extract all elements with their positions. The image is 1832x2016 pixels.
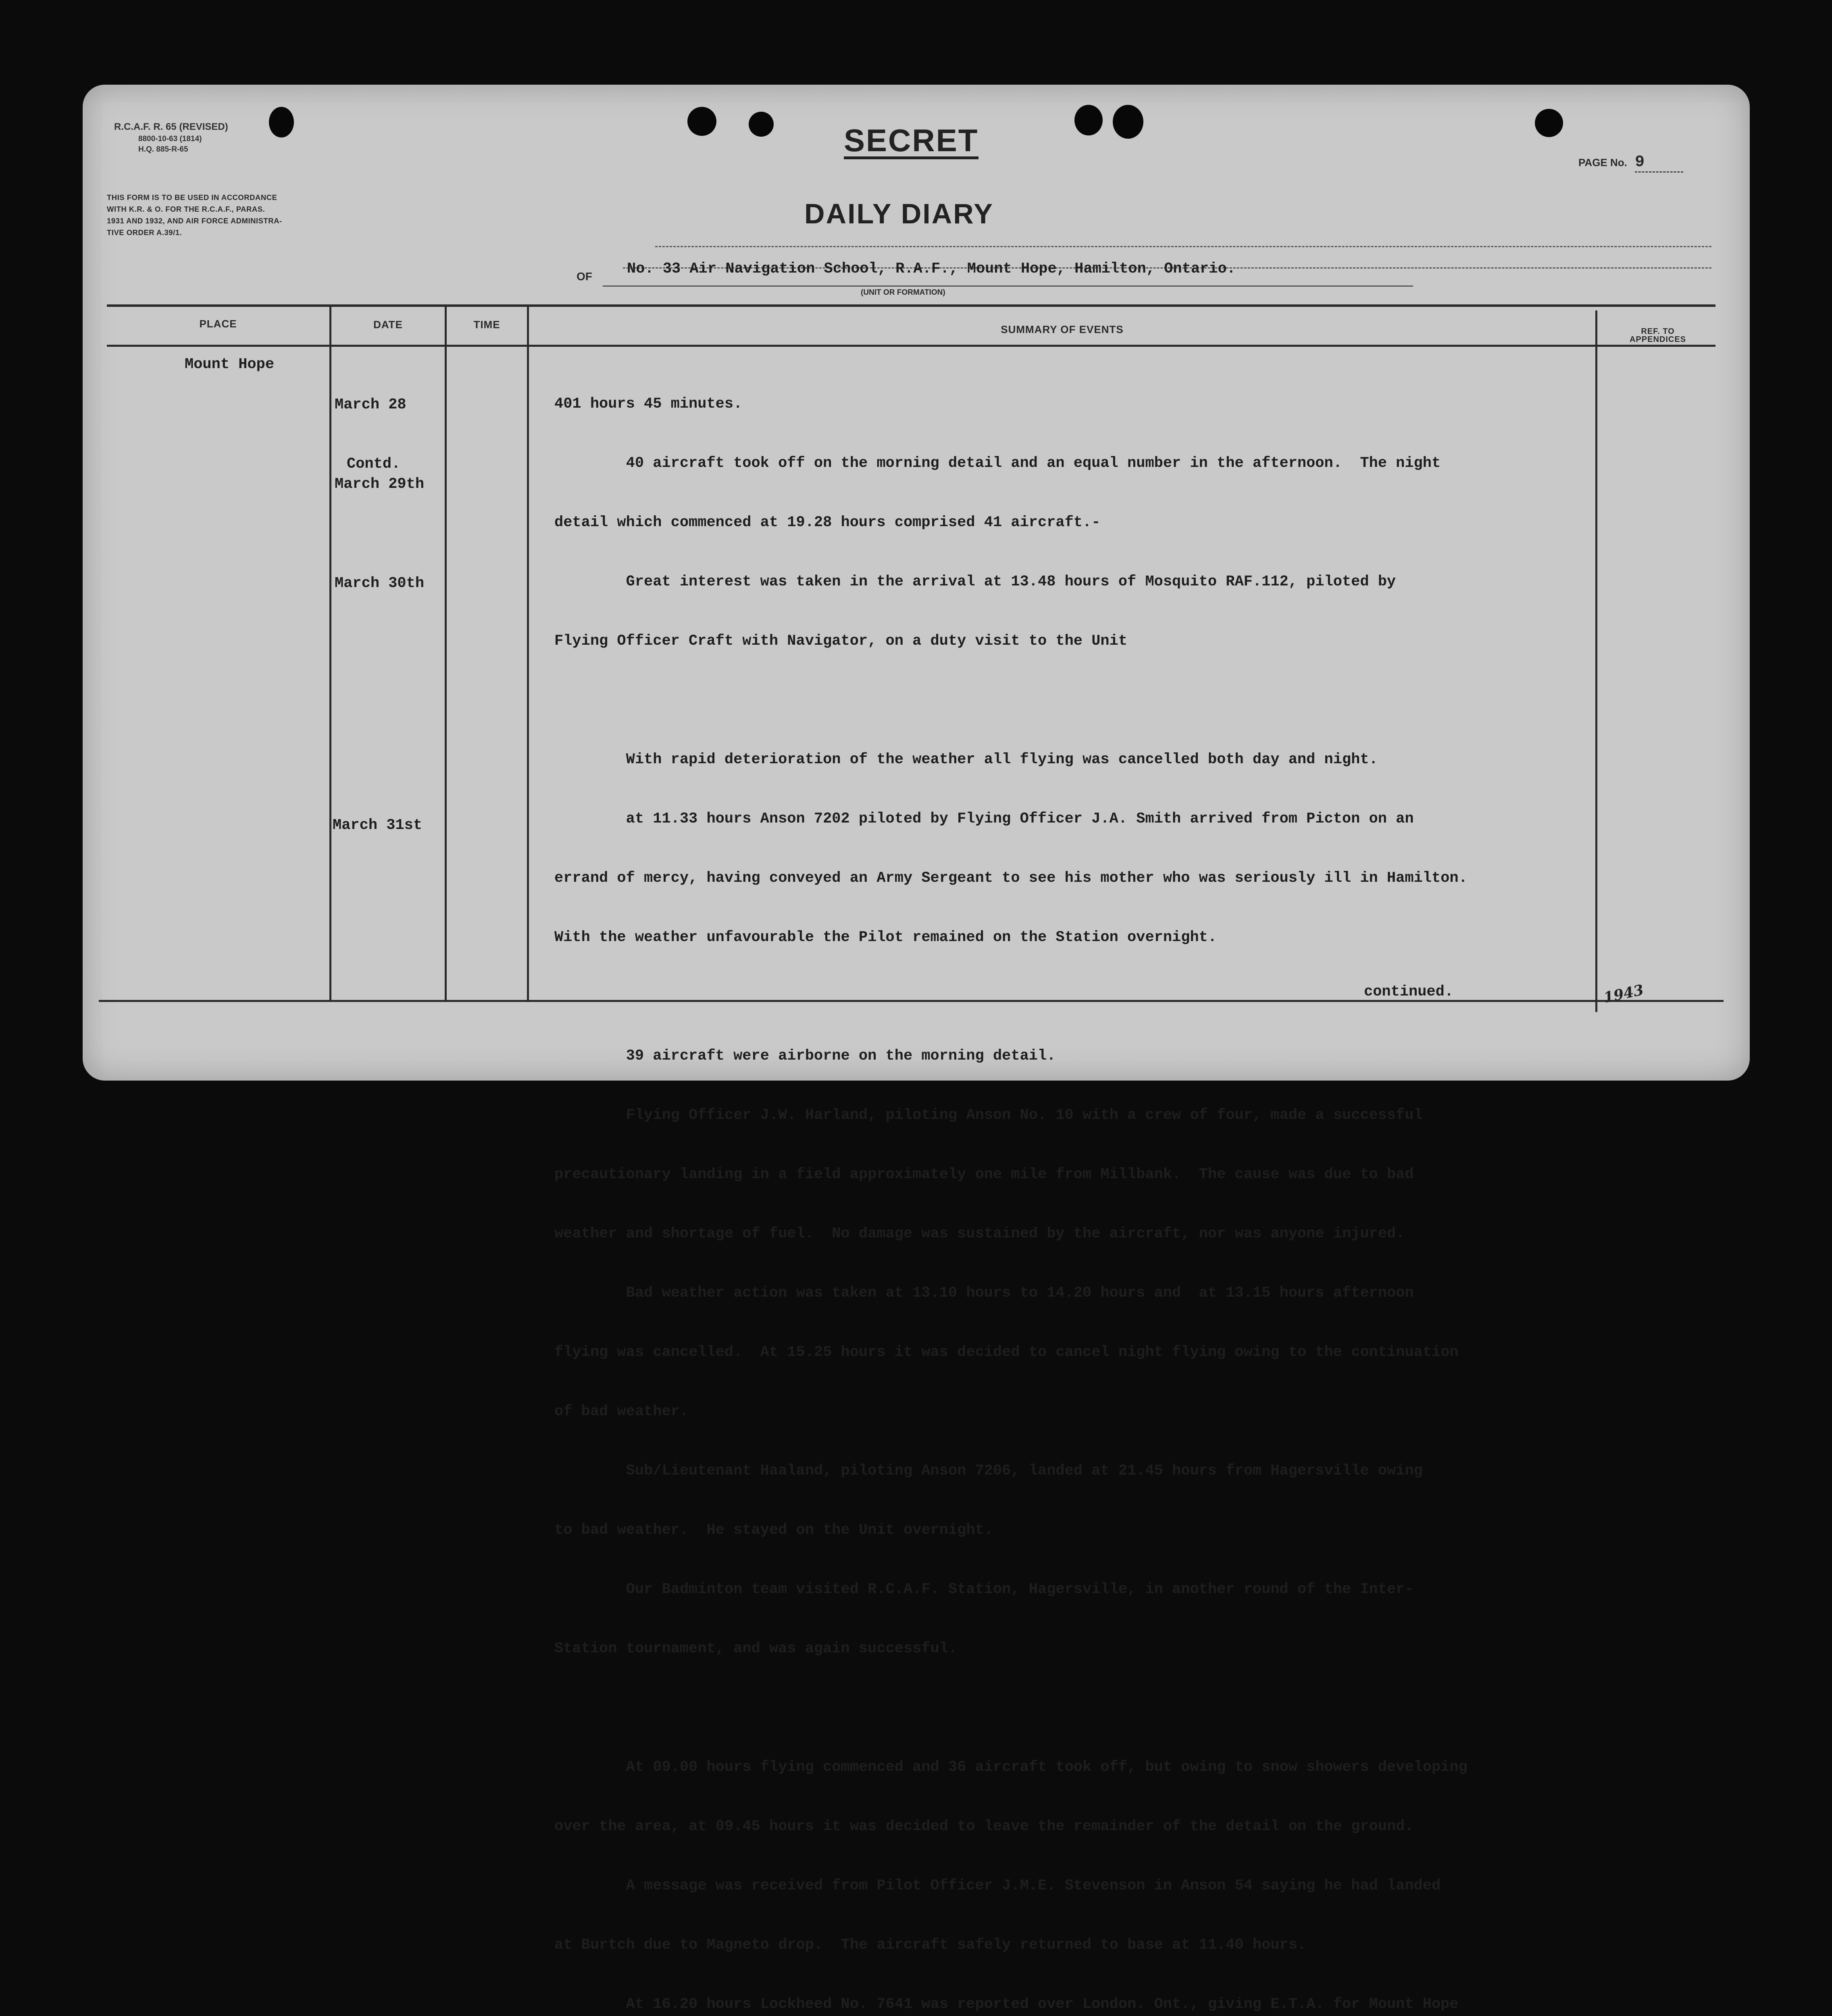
summary-line: to bad weather. He stayed on the Unit overnight.: [554, 1522, 993, 1539]
summary-line: [554, 1698, 1468, 1718]
ref-header-line: REF. TO: [1641, 327, 1675, 336]
punch-hole: [1535, 109, 1563, 137]
unit-name: No. 33 Air Navigation School, R.A.F., Mount Hope, Hamilton, Ontario.: [627, 260, 1236, 277]
summary-line: At 09.00 hours flying commenced and 36 aircraft took off, but owing to snow showers developing: [554, 1759, 1468, 1776]
summary-line: 401 hours 45 minutes.: [554, 396, 743, 412]
handwritten-initials: 1943: [1602, 981, 1645, 1006]
instruction-line: THIS FORM IS TO BE USED IN ACCORDANCE: [107, 193, 277, 202]
date-cell: March 31st: [333, 817, 423, 834]
unit-underline: [603, 285, 1413, 287]
table-header-rule: [107, 345, 1715, 347]
summary-line: flying was cancelled. At 15.25 hours it was decided to cancel night flying owing to the continuation: [554, 1344, 1459, 1361]
column-header-ref: [1597, 327, 1718, 344]
summary-line: weather and shortage of fuel. No damage was sustained by the aircraft, nor was anyone injured.: [554, 1225, 1405, 1242]
date-cell: March 30th: [335, 575, 425, 592]
summary-line: Sub/Lieutenant Haaland, piloting Anson 7206, landed at 21.45 hours from Hagersville owing: [554, 1462, 1423, 1479]
table-top-rule: [107, 304, 1715, 307]
unit-caption: (UNIT OR FORMATION): [861, 288, 945, 297]
summary-line: at 11.33 hours Anson 7202 piloted by Flying Officer J.A. Smith arrived from Picton on an: [554, 810, 1414, 827]
unit-of-label: OF: [577, 270, 592, 283]
summary-line: Station tournament, and was again successful.: [554, 1640, 958, 1657]
punch-hole: [749, 112, 774, 137]
classification-heading: SECRET: [844, 124, 978, 159]
column-header-date: DATE: [373, 319, 403, 331]
summary-line: With rapid deterioration of the weather all flying was cancelled both day and night.: [554, 751, 1378, 768]
punch-hole: [687, 107, 716, 136]
instruction-line: TIVE ORDER A.39/1.: [107, 228, 182, 237]
instruction-line: WITH K.R. & O. FOR THE R.C.A.F., PARAS.: [107, 205, 265, 213]
summary-line: Flying Officer J.W. Harland, piloting Anson No. 10 with a crew of four, made a successful: [554, 1107, 1423, 1124]
punch-hole: [1074, 105, 1103, 135]
summary-line: at Burtch due to Magneto drop. The aircraft safely returned to base at 11.40 hours.: [554, 1937, 1307, 1954]
form-code-line: R.C.A.F. R. 65 (REVISED): [114, 121, 228, 132]
summary-line: Our Badminton team visited R.C.A.F. Station, Hagersville, in another round of the Inter-: [554, 1581, 1414, 1598]
diary-form-card: [83, 85, 1750, 2013]
form-title: DAILY DIARY: [804, 198, 994, 229]
summary-line: over the area, at 09.45 hours it was decided to leave the remainder of the detail on the ground.: [554, 1818, 1414, 1835]
summary-line: Bad weather action was taken at 13.10 hours to 14.20 hours and at 13.15 hours afternoon: [554, 1285, 1414, 1302]
column-header-place: PLACE: [199, 318, 237, 330]
page-number-value: 9: [1635, 153, 1683, 173]
guide-line: [655, 246, 1711, 247]
form-code-line: H.Q. 885-R-65: [138, 145, 188, 154]
punch-hole: [269, 107, 294, 137]
summary-line: 39 aircraft were airborne on the morning detail.: [554, 1048, 1056, 1064]
column-divider: [1595, 310, 1597, 1012]
ref-header-line: APPENDICES: [1629, 335, 1686, 344]
column-divider: [445, 306, 447, 1002]
place-cell: Mount Hope: [185, 356, 275, 373]
summary-line: detail which commenced at 19.28 hours comprised 41 aircraft.-: [554, 514, 1101, 531]
column-divider: [329, 306, 331, 1002]
summary-line: precautionary landing in a field approximately one mile from Millbank. The cause was due to bad: [554, 1166, 1414, 1183]
summary-line: At 16.20 hours Lockheed No. 7641 was reported over London. Ont., giving E.T.A. for Mount Hope: [554, 1996, 1459, 2013]
column-divider: [527, 306, 529, 1002]
date-line: March 28: [335, 396, 406, 413]
summary-line: Flying Officer Craft with Navigator, on a duty visit to the Unit: [554, 633, 1128, 650]
summary-line: errand of mercy, having conveyed an Army Sergeant to see his mother who was seriously ill in Hamilton.: [554, 870, 1468, 887]
column-header-summary: SUMMARY OF EVENTS: [1001, 323, 1124, 335]
summary-line: With the weather unfavourable the Pilot remained on the Station overnight.: [554, 929, 1217, 946]
page-number-label: PAGE No.: [1578, 156, 1627, 169]
form-code-line: 8800-10-63 (1814): [138, 135, 202, 143]
date-cell: March 29th: [335, 476, 425, 493]
form-instructions: [107, 192, 282, 238]
page-number-field: [1578, 153, 1683, 173]
continued-note: continued.: [1364, 983, 1454, 1000]
summary-line: 40 aircraft took off on the morning detail and an equal number in the afternoon. The night: [554, 455, 1441, 472]
column-header-time: TIME: [473, 319, 500, 331]
summary-line: [554, 691, 1468, 710]
summary-line: A message was received from Pilot Officer J.M.E. Stevenson in Anson 54 saying he had landed: [554, 1877, 1441, 1894]
punch-hole: [1113, 105, 1143, 139]
summary-line: [554, 987, 1468, 1007]
form-code: [114, 120, 228, 155]
summary-line: Great interest was taken in the arrival at 13.48 hours of Mosquito RAF.112, piloted by: [554, 573, 1396, 590]
summary-line: of bad weather.: [554, 1403, 689, 1420]
instruction-line: 1931 AND 1932, AND AIR FORCE ADMINISTRA-: [107, 217, 282, 225]
summary-of-events: [554, 355, 1468, 2016]
date-line: Contd.: [347, 456, 401, 473]
